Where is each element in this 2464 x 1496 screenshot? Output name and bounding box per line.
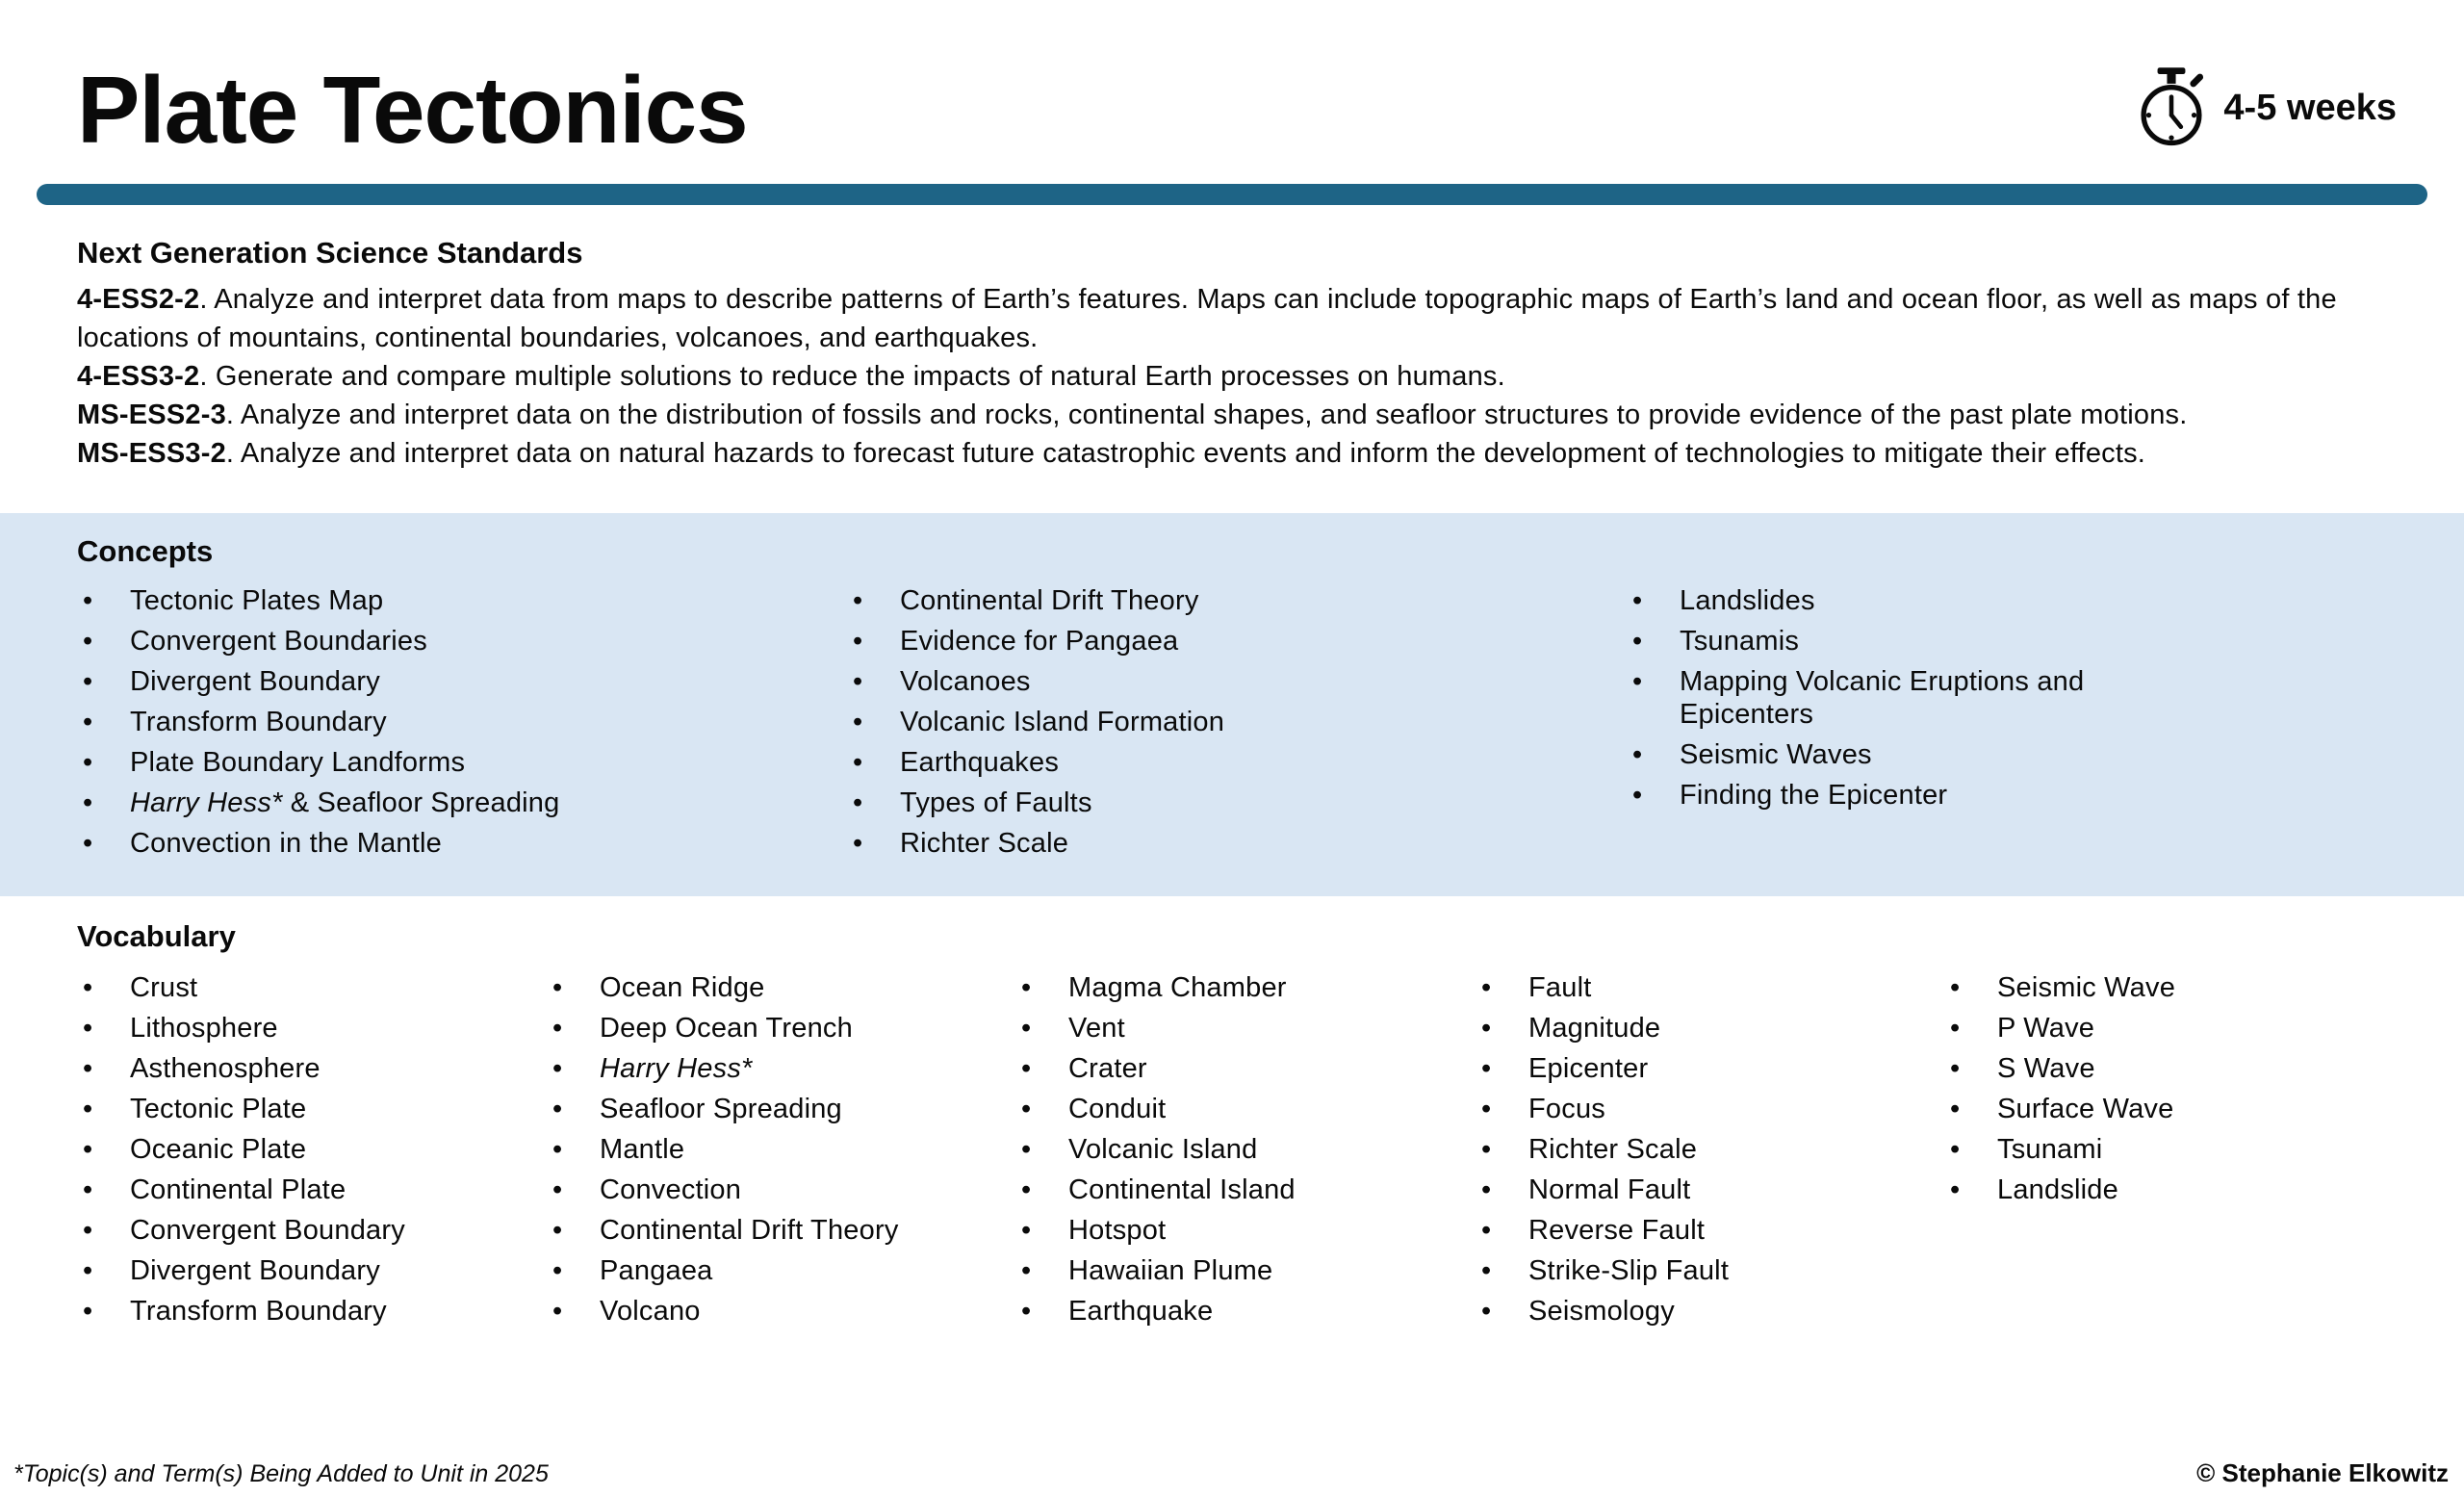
concepts-column-2-list bbox=[847, 584, 1627, 867]
list-item: • Conduit bbox=[1015, 1093, 1476, 1125]
list-item: • Continental Drift Theory bbox=[547, 1214, 1015, 1247]
standard-item: MS-ESS2-3. Analyze and interpret data on the distribution of fossils and rocks, continental shapes, and seafloor structures to provide evidence of the past plate motions. bbox=[77, 400, 2188, 431]
standard-code: 4-ESS2-2 bbox=[77, 284, 200, 316]
list-item: • Earthquake bbox=[1015, 1295, 1476, 1328]
list-item: • Volcanoes bbox=[847, 665, 1627, 698]
stopwatch-icon bbox=[2135, 67, 2208, 148]
list-item: • Continental Plate bbox=[77, 1174, 547, 1206]
standards-list bbox=[77, 280, 2387, 473]
list-item: • Volcanic Island bbox=[1015, 1133, 1476, 1166]
standards-section bbox=[0, 236, 2464, 473]
list-item: • Divergent Boundary bbox=[77, 1254, 547, 1287]
list-item: • Convergent Boundaries bbox=[77, 625, 847, 658]
list-item: • Continental Island bbox=[1015, 1174, 1476, 1206]
list-item: • P Wave bbox=[1944, 1012, 2387, 1045]
list-item: • Focus bbox=[1476, 1093, 1944, 1125]
list-item: • Epicenter bbox=[1476, 1052, 1944, 1085]
list-item: • Earthquakes bbox=[847, 746, 1627, 779]
concepts-heading: Concepts bbox=[77, 534, 214, 569]
list-item: • Reverse Fault bbox=[1476, 1214, 1944, 1247]
list-item: • Finding the Epicenter bbox=[1627, 779, 2142, 812]
list-item: • Convergent Boundary bbox=[77, 1214, 547, 1247]
list-item: • Tectonic Plates Map bbox=[77, 584, 847, 617]
page-title: Plate Tectonics bbox=[77, 57, 748, 163]
standards-heading: Next Generation Science Standards bbox=[77, 236, 583, 271]
concepts-column-1-list bbox=[77, 584, 847, 867]
standard-code: MS-ESS3-2 bbox=[77, 438, 226, 470]
italic-term: Harry Hess* bbox=[130, 787, 283, 819]
list-item: • Deep Ocean Trench bbox=[547, 1012, 1015, 1045]
list-item: • Magma Chamber bbox=[1015, 971, 1476, 1004]
vocabulary-column-2-list bbox=[547, 971, 1015, 1335]
standard-item: 4-ESS2-2. Analyze and interpret data from maps to describe patterns of Earth’s features. Maps can include topographic maps of Earth’s land and ocean floor, as well as maps of the locations of mountains, continental boundaries, volcanoes, and earthquakes. bbox=[77, 284, 2337, 354]
vocabulary-heading: Vocabulary bbox=[77, 919, 236, 954]
list-item: • Tsunamis bbox=[1627, 625, 2142, 658]
list-item bbox=[547, 1052, 1015, 1085]
vocabulary-columns bbox=[77, 971, 2387, 1335]
list-item: • Hawaiian Plume bbox=[1015, 1254, 1476, 1287]
list-item: • Volcano bbox=[547, 1295, 1015, 1328]
list-item: • Surface Wave bbox=[1944, 1093, 2387, 1125]
list-item: • Harry Hess* & Seafloor Spreading bbox=[77, 787, 847, 819]
list-item: • Tectonic Plate bbox=[77, 1093, 547, 1125]
list-item: • Richter Scale bbox=[1476, 1133, 1944, 1166]
standard-item: 4-ESS3-2. Generate and compare multiple solutions to reduce the impacts of natural Earth processes on humans. bbox=[77, 361, 1505, 393]
list-item: • Asthenosphere bbox=[77, 1052, 547, 1085]
footnote: *Topic(s) and Term(s) Being Added to Unit in 2025 bbox=[13, 1460, 549, 1487]
concepts-column-3-list bbox=[1627, 584, 2387, 867]
vocabulary-column-3-list bbox=[1015, 971, 1476, 1335]
list-item: • Plate Boundary Landforms bbox=[77, 746, 847, 779]
list-item: • Landslide bbox=[1944, 1174, 2387, 1206]
list-item: • Magnitude bbox=[1476, 1012, 1944, 1045]
list-item: • S Wave bbox=[1944, 1052, 2387, 1085]
list-item: • Crater bbox=[1015, 1052, 1476, 1085]
list-item: • Richter Scale bbox=[847, 827, 1627, 860]
list-item: • Lithosphere bbox=[77, 1012, 547, 1045]
concepts-section bbox=[0, 513, 2464, 896]
vocabulary-column-4-list bbox=[1476, 971, 1944, 1335]
vocabulary-column-5-list bbox=[1944, 971, 2387, 1335]
list-item: • Convection in the Mantle bbox=[77, 827, 847, 860]
list-item: • Fault bbox=[1476, 971, 1944, 1004]
list-item: • Oceanic Plate bbox=[77, 1133, 547, 1166]
list-item: • Divergent Boundary bbox=[77, 665, 847, 698]
list-item: • Seafloor Spreading bbox=[547, 1093, 1015, 1125]
list-item: • Hotspot bbox=[1015, 1214, 1476, 1247]
title-divider bbox=[37, 184, 2427, 205]
list-item: • Mantle bbox=[547, 1133, 1015, 1166]
list-item: • Transform Boundary bbox=[77, 706, 847, 738]
list-item: • Crust bbox=[77, 971, 547, 1004]
duration-badge bbox=[2135, 67, 2397, 148]
list-item: • Normal Fault bbox=[1476, 1174, 1944, 1206]
list-item: • Landslides bbox=[1627, 584, 2142, 617]
list-item: • Tsunami bbox=[1944, 1133, 2387, 1166]
standard-item: MS-ESS3-2. Analyze and interpret data on natural hazards to forecast future catastrophic events and inform the development of technologies to mitigate their effects. bbox=[77, 438, 2146, 470]
list-item: • Continental Drift Theory bbox=[847, 584, 1627, 617]
vocabulary-section bbox=[0, 919, 2464, 1335]
standard-code: MS-ESS2-3 bbox=[77, 400, 226, 431]
list-item: • Types of Faults bbox=[847, 787, 1627, 819]
list-item: • Mapping Volcanic Eruptions and Epicenters bbox=[1627, 665, 2142, 731]
list-item: • Ocean Ridge bbox=[547, 971, 1015, 1004]
list-item: • Transform Boundary bbox=[77, 1295, 547, 1328]
list-item: • Strike-Slip Fault bbox=[1476, 1254, 1944, 1287]
list-item: • Volcanic Island Formation bbox=[847, 706, 1627, 738]
list-item: • Seismic Waves bbox=[1627, 738, 2142, 771]
list-item: • Convection bbox=[547, 1174, 1015, 1206]
list-item: • Vent bbox=[1015, 1012, 1476, 1045]
copyright: © Stephanie Elkowitz bbox=[2196, 1458, 2449, 1487]
list-item: • Pangaea bbox=[547, 1254, 1015, 1287]
vocabulary-column-1-list bbox=[77, 971, 547, 1335]
duration-label: 4-5 weeks bbox=[2223, 87, 2397, 128]
list-item: • Evidence for Pangaea bbox=[847, 625, 1627, 658]
italic-term: Harry Hess* bbox=[600, 1053, 753, 1085]
list-item: • Seismic Wave bbox=[1944, 971, 2387, 1004]
concepts-columns bbox=[77, 584, 2387, 867]
list-item: • Seismology bbox=[1476, 1295, 1944, 1328]
standard-code: 4-ESS3-2 bbox=[77, 361, 200, 393]
header bbox=[0, 0, 2464, 163]
